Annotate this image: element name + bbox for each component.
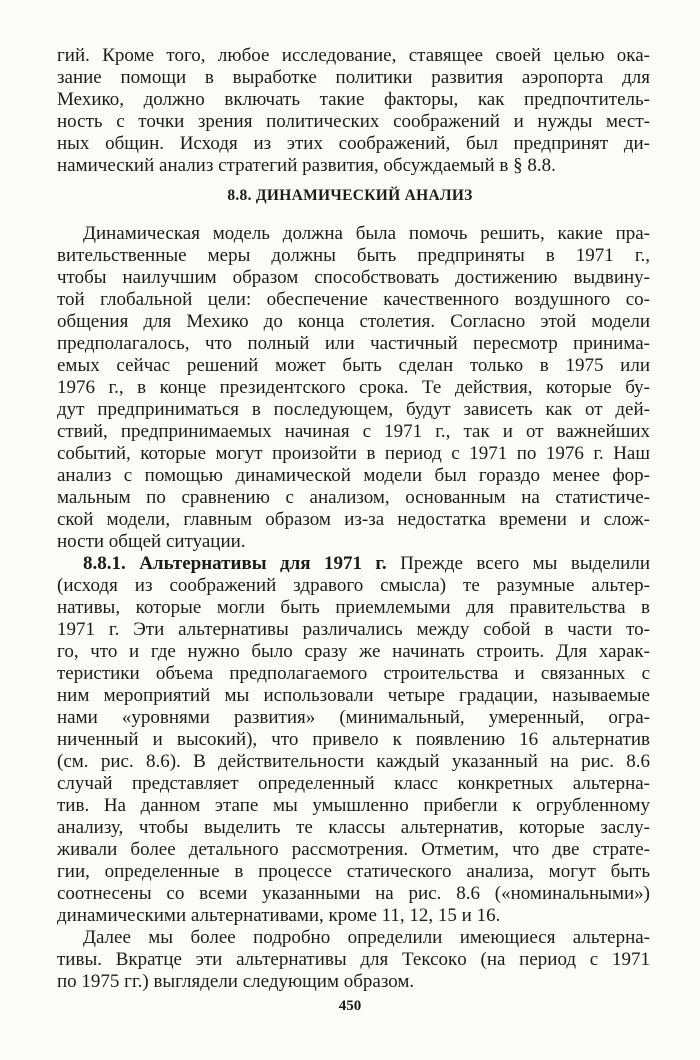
text-line: соотнесены со всеми указанными на рис. 8.6 («номинальными») xyxy=(57,883,650,904)
text-line: (см. рис. 8.6). В действительности каждый указанный на рис. 8.6 xyxy=(57,751,650,772)
subsection-line xyxy=(83,553,650,575)
text-line: той глобальной цели: обеспечение качественного воздушного со- xyxy=(57,289,650,310)
text-line: емых сейчас решений может быть сделан только в 1975 или xyxy=(57,355,650,376)
text-line: ниченный и высокий), что привело к появлению 16 альтернатив xyxy=(57,729,650,750)
page-number: 450 xyxy=(338,998,362,1014)
text-line: по 1975 гг.) выглядели следующим образом. xyxy=(57,971,415,992)
text-line: предполагалось, что полный или частичный пересмотр принима- xyxy=(57,333,650,354)
section-heading: 8.8. ДИНАМИЧЕСКИЙ АНАЛИЗ xyxy=(227,187,473,204)
text-line: дут предприниматься в последующем, будут зависеть как от дей- xyxy=(57,399,650,420)
text-line: ской модели, главным образом из-за недостатка времени и слож- xyxy=(57,509,650,530)
text-line: го, что и где нужно было сразу же начинать строить. Для харак- xyxy=(57,641,650,662)
text-line: нативы, которые могли быть приемлемыми для правительства в xyxy=(57,597,650,618)
text-line: ности общей ситуации. xyxy=(57,531,246,552)
text-line: анализ с помощью динамической модели был гораздо менее фор- xyxy=(57,465,650,486)
text-line: анализу, чтобы выделить те классы альтернатив, которые заслу- xyxy=(57,817,650,838)
text-line: гии, определенные в процессе статического анализа, могут быть xyxy=(57,861,650,882)
text-line: (исходя из соображений здравого смысла) те разумные альтер- xyxy=(57,575,650,596)
text-line: тивы. Вкратце эти альтернативы для Тексокo (на период с 1971 xyxy=(57,949,650,970)
text-line: нами «уровнями развития» (минимальный, умеренный, огра- xyxy=(57,707,650,728)
text-line: Далее мы более подробно определили имеющиеся альтерна- xyxy=(83,927,650,948)
text-line: динамическими альтернативами, кроме 11, 12, 15 и 16. xyxy=(57,905,501,926)
text-line: 1976 г., в конце президентского срока. Те действия, которые бу- xyxy=(57,377,650,398)
text-line: гий. Кроме того, любое исследование, ставящее своей целью ока- xyxy=(57,45,650,66)
text-line: ствий, предпринимаемых начиная с 1971 г., так и от важнейших xyxy=(57,421,650,442)
text-line: 1971 г. Эти альтернативы различались между собой в части то- xyxy=(57,619,650,640)
text-line: случай представляет определенный класс конкретных альтерна- xyxy=(57,773,650,794)
text-line: зание помощи в выработке политики развития аэропорта для xyxy=(57,67,650,88)
text-run: Прежде всего мы выделили xyxy=(386,553,650,574)
text-line: намический анализ стратегий развития, обсуждаемый в § 8.8. xyxy=(57,155,556,176)
text-line: мальным по сравнению с анализом, основанным на статистиче- xyxy=(57,487,650,508)
text-line: чтобы наилучшим образом способствовать достижению выдвину- xyxy=(57,267,650,288)
text-line: теристики объема предполагаемого строительства и связанных с xyxy=(57,663,650,684)
subsection-title: 8.8.1. Альтернативы для 1971 г. xyxy=(83,553,387,574)
text-line: Динамическая модель должна была помочь решить, какие пра- xyxy=(83,223,650,244)
text-line: событий, которые могут произойти в период с 1971 по 1976 г. Наш xyxy=(57,443,650,464)
text-line: ним мероприятий мы использовали четыре градации, называемые xyxy=(57,685,650,706)
text-line: вительственные меры должны быть предприняты в 1971 г., xyxy=(57,245,650,266)
text-line: ность с точки зрения политических соображений и нужды мест- xyxy=(57,111,650,132)
text-line: общения для Мехико до конца столетия. Согласно этой модели xyxy=(57,311,650,332)
text-line: живали более детального рассмотрения. Отметим, что две страте- xyxy=(57,839,650,860)
text-line: тив. На данном этапе мы умышленно прибегли к огрубленному xyxy=(57,795,650,816)
text-line: ных общин. Исходя из этих соображений, был предпринят ди- xyxy=(57,133,650,154)
text-line: Мехико, должно включать такие факторы, как предпочтитель- xyxy=(57,89,650,110)
